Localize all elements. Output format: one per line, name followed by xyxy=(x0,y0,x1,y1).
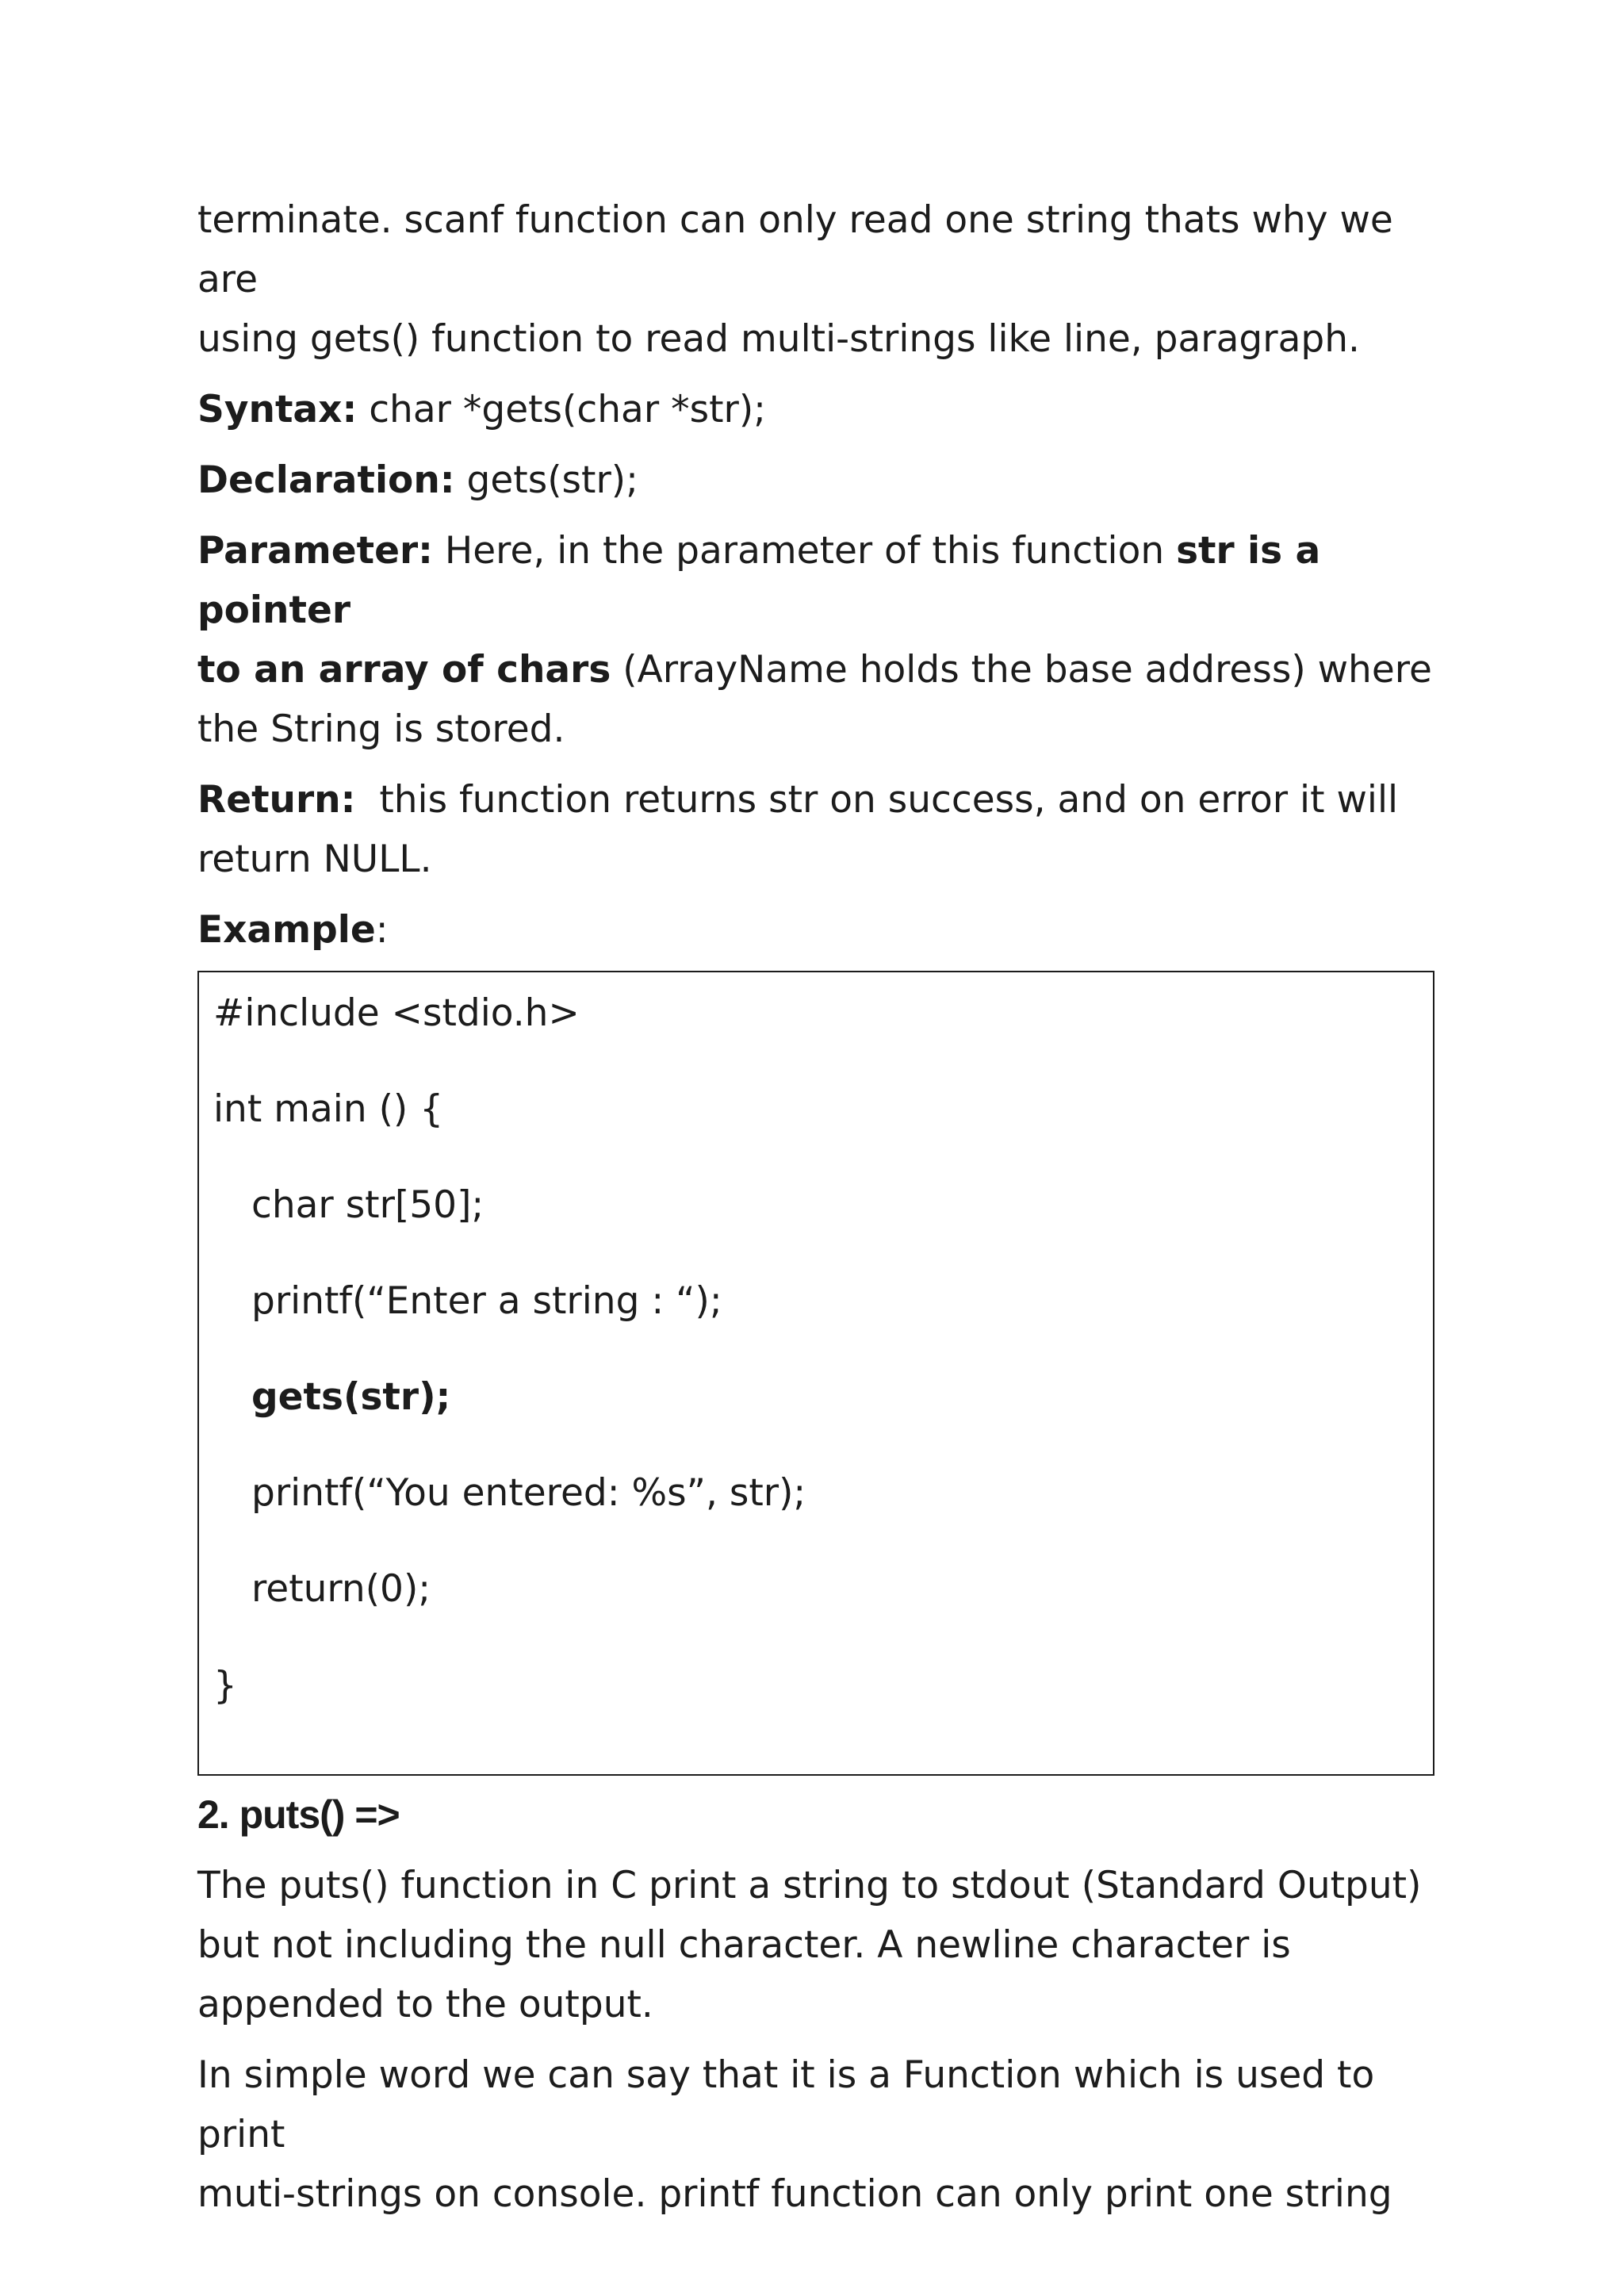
parameter-text-2: (ArrayName holds the base address) where xyxy=(611,648,1432,692)
puts-paragraph-2 xyxy=(197,2045,1434,2224)
syntax-paragraph xyxy=(197,380,1434,439)
code-line-include: #include <stdio.h> xyxy=(213,991,580,1035)
intro-line-2: using gets() function to read multi-strings like line, paragraph. xyxy=(197,317,1360,361)
puts-para2-line-2: muti-strings on console. printf function can only print one string xyxy=(197,2172,1392,2216)
code-line-main: int main () { xyxy=(213,1087,444,1131)
puts-heading: 2. puts() => xyxy=(197,1792,400,1837)
code-line-return: return(0); xyxy=(251,1567,431,1611)
intro-paragraph xyxy=(197,190,1434,369)
declaration-paragraph xyxy=(197,450,1434,510)
declaration-label: Declaration: xyxy=(197,458,455,502)
puts-paragraph-1 xyxy=(197,1856,1434,2034)
parameter-text: Here, in the parameter of this function xyxy=(432,529,1177,573)
syntax-label: Syntax: xyxy=(197,388,358,431)
puts-para1-line-3: appended to the output. xyxy=(197,1983,653,2026)
intro-line-1: terminate. scanf function can only read one string thats why we are xyxy=(197,198,1393,301)
puts-para1-line-1: The puts() function in C print a string to stdout (Standard Output) xyxy=(197,1864,1422,1907)
return-text-1: this function returns str on success, and on error it will xyxy=(355,778,1399,822)
code-line-printf-output: printf(“You entered: %s”, str); xyxy=(251,1471,806,1515)
code-line-close-brace: } xyxy=(213,1664,237,1708)
example-label: Example xyxy=(197,908,376,952)
example-paragraph xyxy=(197,900,1434,960)
return-paragraph xyxy=(197,770,1434,889)
example-colon: : xyxy=(375,908,389,952)
code-line-gets: gets(str); xyxy=(251,1375,451,1419)
return-label: Return: xyxy=(197,778,356,822)
declaration-text: gets(str); xyxy=(454,458,638,502)
code-line-printf-prompt: printf(“Enter a string : “); xyxy=(251,1279,722,1323)
code-line-declare: char str[50]; xyxy=(251,1183,485,1227)
parameter-bold-2: to an array of chars xyxy=(197,648,611,692)
code-example-box xyxy=(197,971,1434,1776)
syntax-text: char *gets(char *str); xyxy=(357,388,766,431)
puts-para2-line-1: In simple word we can say that it is a Function which is used to print xyxy=(197,2053,1375,2156)
puts-para1-line-2: but not including the null character. A newline character is xyxy=(197,1923,1291,1967)
parameter-label: Parameter: xyxy=(197,529,433,573)
document-page xyxy=(197,190,1434,2224)
parameter-paragraph xyxy=(197,521,1434,759)
parameter-bold-1: str is a pointer xyxy=(197,529,1321,632)
return-text-2: return NULL. xyxy=(197,838,432,881)
parameter-text-3: the String is stored. xyxy=(197,707,565,751)
